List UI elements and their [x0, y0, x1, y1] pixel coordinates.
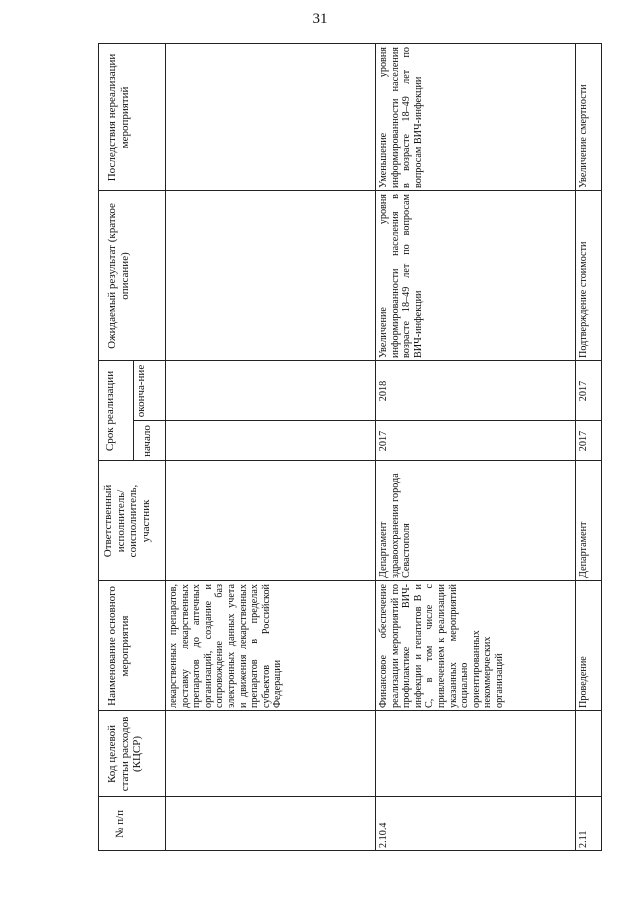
table-cell-consequence: Уменьшение уровня информированности населения в возрасте 18–49 лет по вопросам ВИЧ-инфекции: [378, 47, 424, 188]
header-executor: Ответственный исполнитель/ соисполнитель, участник: [102, 484, 152, 558]
header-start: начало: [141, 425, 153, 457]
table-cell-executor: Департамент здравоохранения города Севастополя: [378, 473, 413, 578]
rotated-table: [98, 43, 601, 851]
header-no: № п/п: [114, 809, 126, 839]
table-cell-executor: Департамент: [578, 521, 589, 578]
header-kcsr: Код целевой статьи расходов (КЦСР): [106, 716, 143, 792]
table-cell-name: Финансовое обеспечение реализации мероприятий по профилактике ВИЧ-инфекции и гепатитов В и С, в том числе с привлечением к реализации указанных мероприятий социально ориентированных некоммерческих организаций: [378, 584, 505, 708]
table-cell-consequence: Увеличение смертности: [578, 84, 589, 188]
table-cell-start: 2017: [378, 430, 389, 452]
table-cell-start: 2017: [578, 430, 589, 452]
table-cell-result: Увеличение уровня информированности населения в возрасте 18–49 лет по вопросам ВИЧ-инфекции: [378, 194, 424, 358]
header-name: Наименование основного мероприятия: [106, 586, 131, 706]
table-cell-name: лекарственных препаратов, доставку лекарственных препаратов до аптечных организаций, создание и сопровождение баз электронных данных учета и движения лекарственных препаратов в пределах субъектов Российской Федерации: [168, 584, 284, 708]
row-divider: [165, 43, 166, 851]
table-cell-result: Подтверждение стоимости: [578, 241, 589, 358]
header-result: Ожидаемый результат (краткое описание): [106, 203, 131, 349]
table-cell-no: 2.10.4: [378, 822, 389, 848]
table-cell-end: 2018: [378, 380, 389, 402]
table-cell-name: Проведение: [578, 656, 589, 708]
header-end: оконча-ние: [135, 364, 147, 418]
header-period: Срок реализации: [104, 370, 116, 452]
table-cell-end: 2017: [578, 380, 589, 402]
table-border-bottom: [601, 43, 602, 851]
table-cell-no: 2.11: [578, 830, 589, 848]
header-consequence: Последствия нереализации мероприятий: [106, 53, 131, 182]
page-number: 31: [312, 11, 328, 27]
